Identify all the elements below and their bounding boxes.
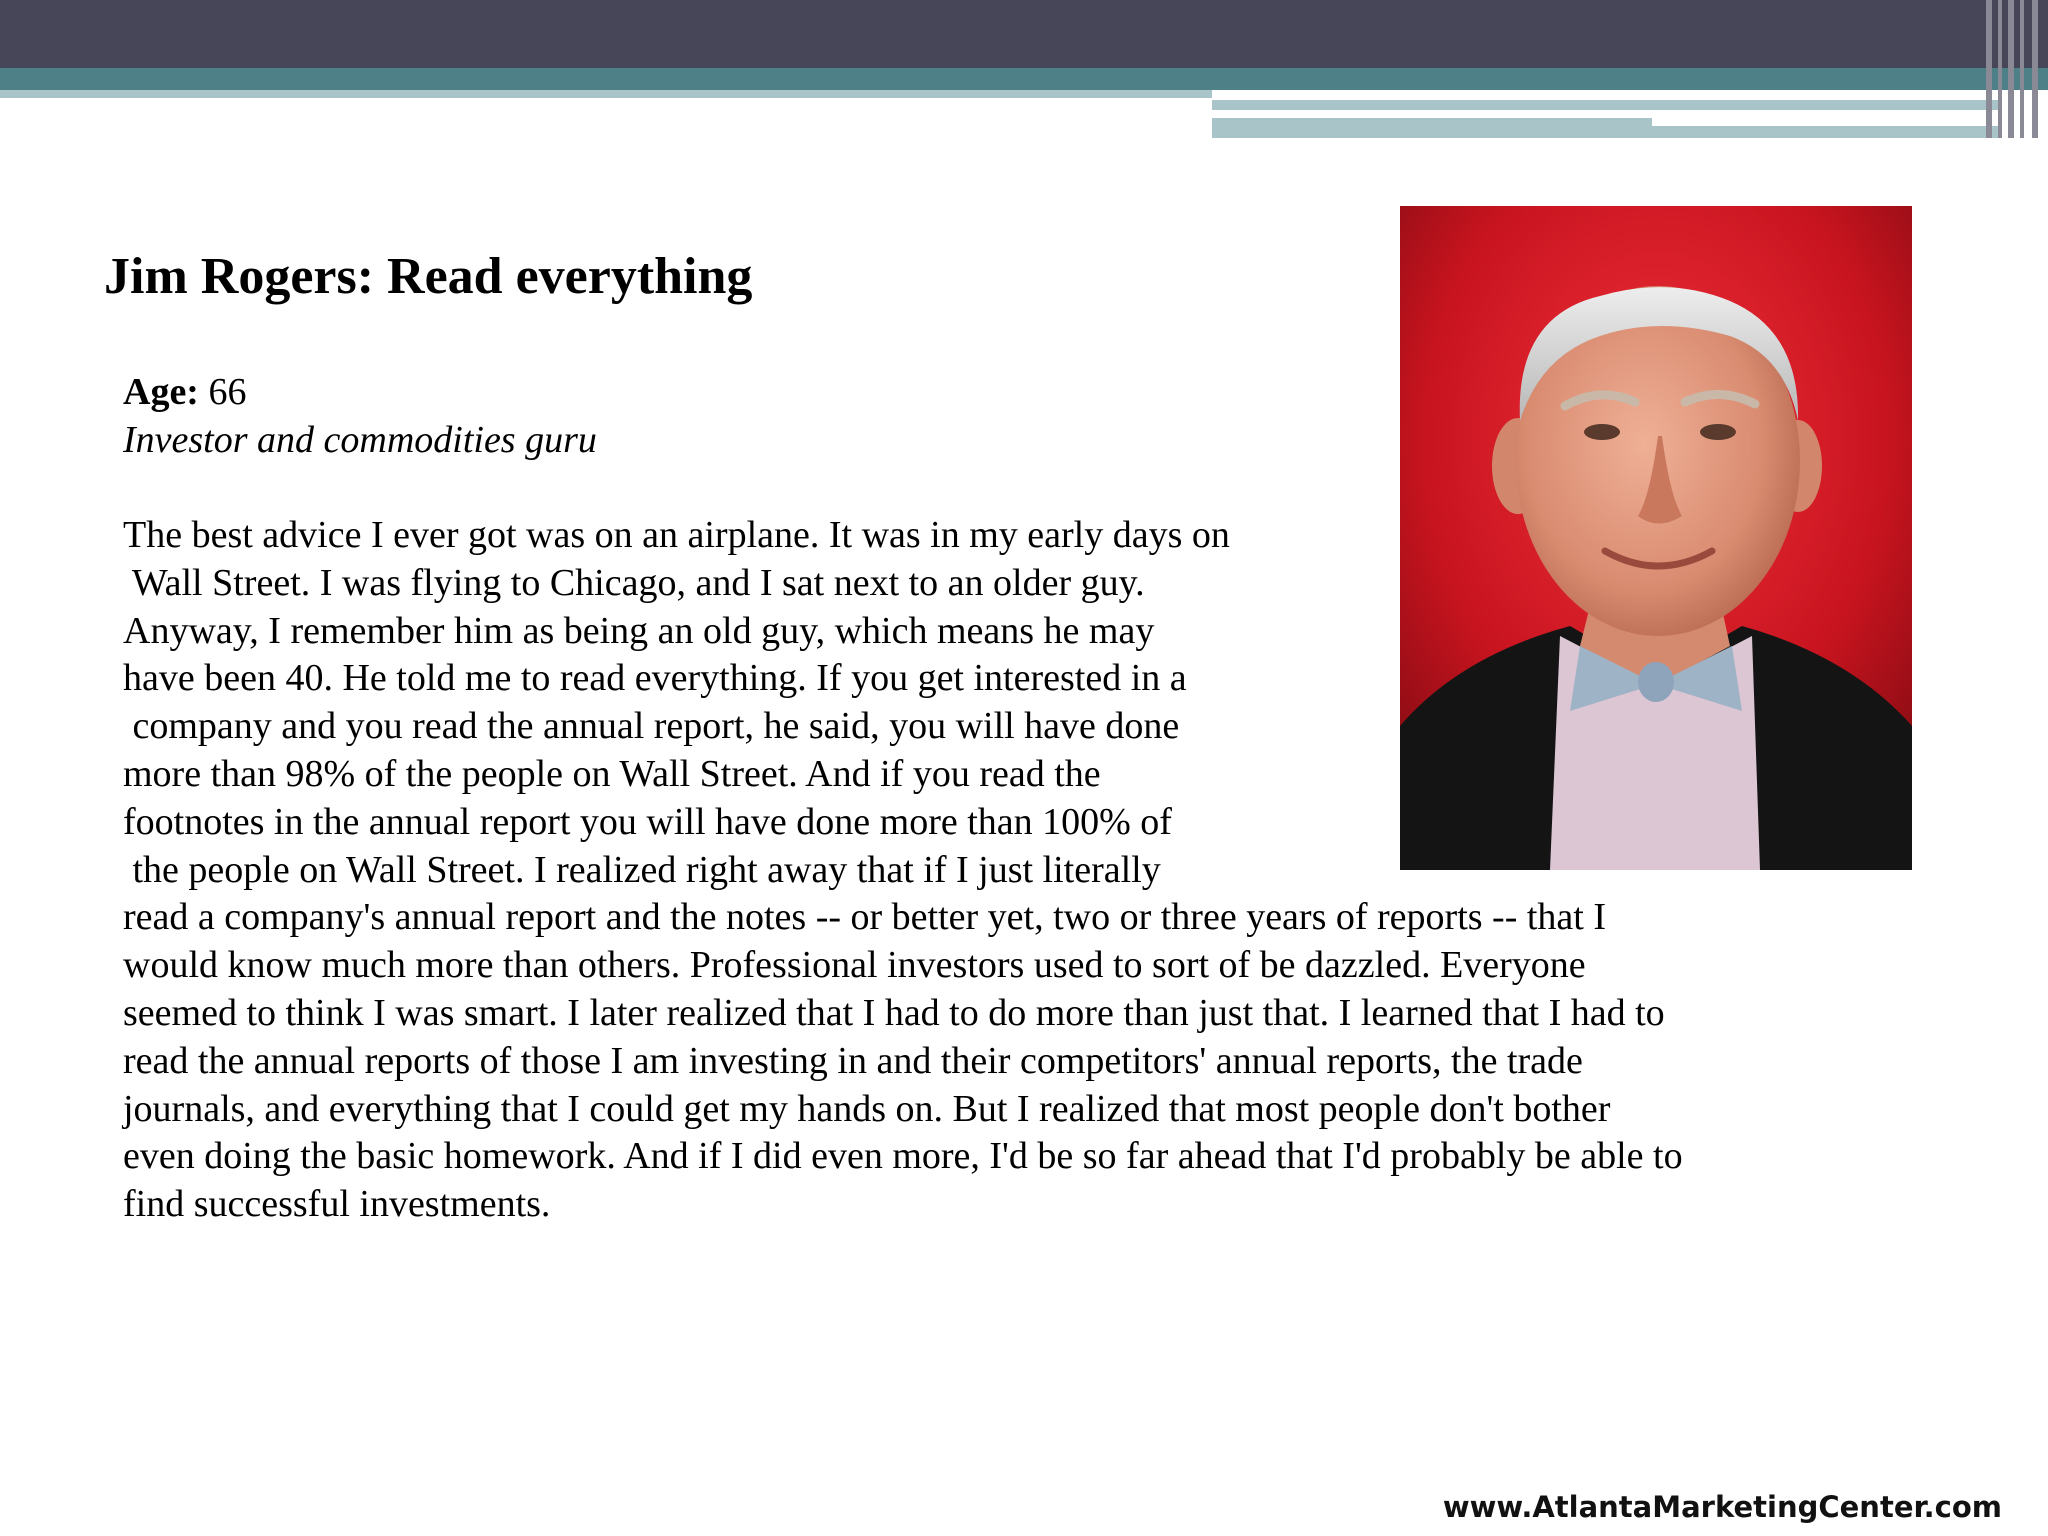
footer-url: www.AtlantaMarketingCenter.com (1442, 1490, 2002, 1524)
quote-line: journals, and everything that I could get my hands on. But I realized that most people don't bother (123, 1087, 1611, 1130)
age-value: 66 (198, 371, 247, 413)
header-bar-light (1212, 100, 2002, 110)
quote-line: have been 40. He told me to read everything. If you get interested in a (123, 657, 1187, 700)
header-bar-light (1212, 118, 1652, 138)
age-label: Age: (123, 371, 199, 413)
header-bar-light (0, 90, 1212, 98)
header-stripe (2032, 0, 2038, 138)
header-stripe (2008, 0, 2014, 138)
header-bar-dark (0, 0, 2048, 68)
quote-line: the people on Wall Street. I realized right away that if I just literally (123, 848, 1161, 891)
quote-line: seemed to think I was smart. I later realized that I had to do more than just that. I learned that I had to (123, 991, 1665, 1034)
slide-title: Jim Rogers: Read everything (104, 248, 753, 305)
header-stripe (2020, 0, 2024, 138)
quote-line: Anyway, I remember him as being an old guy, which means he may (123, 609, 1155, 652)
quote-line: more than 98% of the people on Wall Street. And if you read the (123, 752, 1101, 795)
quote-line: footnotes in the annual report you will have done more than 100% of (123, 800, 1172, 843)
quote-line: company and you read the annual report, he said, you will have done (123, 705, 1180, 748)
quote-line: read the annual reports of those I am investing in and their competitors' annual reports, the trade (123, 1039, 1583, 1082)
quote-line: even doing the basic homework. And if I did even more, I'd be so far ahead that I'd probably be able to (123, 1135, 1683, 1178)
portrait-photo (1400, 206, 1912, 870)
person-meta (123, 368, 597, 464)
header-stripe (1998, 0, 2002, 138)
header-stripe (1986, 0, 1992, 138)
quote-line: read a company's annual report and the notes -- or better yet, two or three years of reports -- that I (123, 896, 1606, 939)
header-bar-divider (1212, 111, 1897, 116)
quote-line: Wall Street. I was flying to Chicago, and I sat next to an older guy. (123, 561, 1145, 604)
person-role: Investor and commodities guru (123, 419, 597, 461)
portrait-illustration (1400, 206, 1912, 870)
quote-line: find successful investments. (123, 1183, 551, 1226)
quote-line: would know much more than others. Professional investors used to sort of be dazzled. Everyone (123, 944, 1586, 987)
quote-line: The best advice I ever got was on an airplane. It was in my early days on (123, 514, 1230, 556)
header-bar-light (1652, 126, 2002, 138)
header-bar-teal (0, 68, 2048, 90)
